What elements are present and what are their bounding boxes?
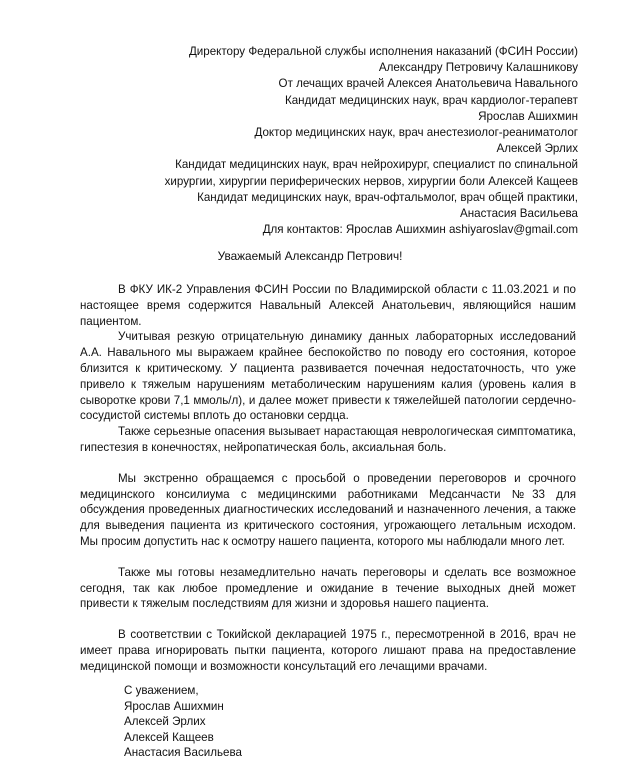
salutation: Уважаемый Александр Петрович! <box>217 249 403 263</box>
body-paragraph: В ФКУ ИК-2 Управления ФСИН России по Владимирской области с 11.03.2021 и по настоящее время содержится Навальный Алексей Анатольевич, являющийся нашим пациентом. <box>80 283 576 328</box>
body-paragraph: В соответствии с Токийской декларацией 1975 г., пересмотренной в 2016, врач не имеет права игнорировать пытки пациента, которого лишают права на предоставление медицинской помощи и возможности консультаций его лечащими врачами. <box>80 628 576 673</box>
doctor-title: Кандидат медицинских наук, врач нейрохирург, специалист по спинальной хирургии, хирургии периферических нервов, хирургии боли Алексей Кащеев <box>164 158 578 188</box>
contact-line: Для контактов: Ярослав Ашихмин ashiyaroslav@gmail.com <box>262 223 578 237</box>
doctor-name: Анастасия Васильева <box>460 207 578 221</box>
doctor-title: Кандидат медицинских наук, врач кардиолог-терапевт <box>284 93 578 107</box>
body-paragraph: Также мы готовы незамедлительно начать переговоры и сделать все возможное сегодня, так как любое промедление и ожидание в течение выходных дней может привести к тяжелым последствиям для жизни и здоровья нашего пациента. <box>80 565 576 611</box>
sender-intro: От лечащих врачей Алексея Анатольевича Навального <box>278 77 578 91</box>
recipient-name: Александру Петровичу Калашникову <box>378 61 578 75</box>
closing-phrase: С уважением, <box>124 684 199 697</box>
signatory-name: Анастасия Васильева <box>124 746 242 759</box>
doctor-title: Доктор медицинских наук, врач анестезиолог-реаниматолог <box>254 126 578 140</box>
body-paragraph: Учитывая резкую отрицательную динамику данных лабораторных исследований А.А. Навального мы выражаем крайнее беспокойство по поводу его состояния, которое близится к критическому. У пациента развивается почечная недостаточность, что уже привело к тяжелым нарушениям метаболическим нарушениям калия (уровень калия в сыворотке крови 7,1 ммоль/л), и далее может привести к тяжелейшей патологии сердечно-сосудистой системы вплоть до остановки сердца. <box>80 330 576 423</box>
body-paragraph: Мы экстренно обращаемся с просьбой о проведении переговоров и срочного медицинского консилиума с медицинскими работниками Медсанчасти №33 для обсуждения проведенных диагностических исследований и назначенного лечения, а также для выведения пациента из критического состояния, угрожающего летальным исходом. Мы просим допустить нас к осмотру нашего пациента, которого мы наблюдали много лет. <box>80 471 576 548</box>
body-paragraph: Также серьезные опасения вызывает нарастающая неврологическая симптоматика, гипестезия в конечностях, нейропатическая боль, аксиальная боль. <box>80 425 576 454</box>
signatory-name: Алексей Кащеев <box>124 730 214 744</box>
doctor-name: Ярослав Ашихмин <box>478 109 578 123</box>
letter-body <box>80 282 576 675</box>
signatory-name: Ярослав Ашихмин <box>124 699 224 713</box>
doctor-name: Алексей Эрлих <box>496 142 578 156</box>
letter-header <box>140 44 578 238</box>
signatory-name: Алексей Эрлих <box>124 715 206 728</box>
signature-block <box>124 683 242 761</box>
recipient-position: Директору Федеральной службы исполнения наказаний (ФСИН России) <box>188 45 578 58</box>
doctor-title: Кандидат медицинских наук, врач-офтальмолог, врач общей практики, <box>197 190 578 204</box>
